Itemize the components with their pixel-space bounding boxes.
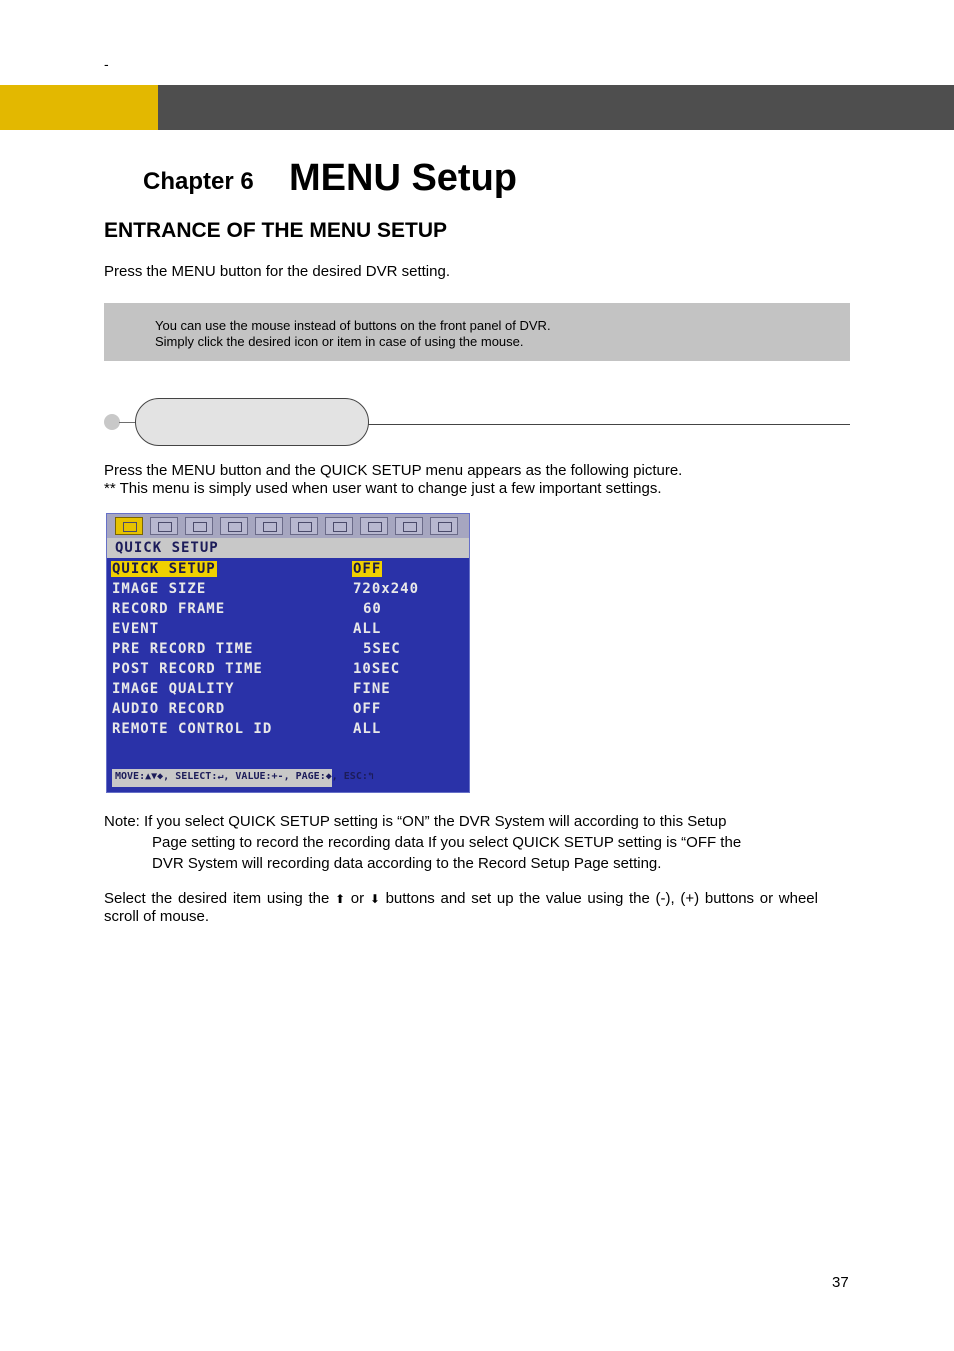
schedule-icon[interactable] bbox=[255, 517, 283, 535]
menu-row-image-size[interactable] bbox=[107, 580, 469, 600]
quick-setup-icon[interactable] bbox=[115, 517, 143, 535]
up-arrow-icon: ⬆ bbox=[335, 892, 346, 906]
event-icon[interactable] bbox=[290, 517, 318, 535]
dvr-help-text: MOVE:▲▼◆, SELECT:↵, VALUE:+-, PAGE:◆, ESC:↰ bbox=[115, 771, 374, 782]
menu-row-value: 10SEC bbox=[353, 661, 401, 677]
dvr-menu-title: QUICK SETUP bbox=[115, 540, 219, 556]
menu-row-label: PRE RECORD TIME bbox=[112, 641, 254, 657]
select-text-part: buttons and set up the value using the (-), (+) buttons or wheel scroll of mouse. bbox=[104, 890, 818, 925]
record-icon[interactable] bbox=[220, 517, 248, 535]
system-icon[interactable] bbox=[395, 517, 423, 535]
select-text-or: or bbox=[350, 890, 365, 907]
exit-icon[interactable] bbox=[430, 517, 458, 535]
menu-row-record-frame[interactable] bbox=[107, 600, 469, 620]
menu-row-value: 5SEC bbox=[363, 641, 401, 657]
body-text: Press the MENU button and the QUICK SETUP menu appears as the following picture. bbox=[104, 462, 683, 479]
note-line: Page setting to record the recording data If you select QUICK SETUP setting is “OFF the bbox=[152, 834, 742, 851]
dvr-menu-title-bar bbox=[107, 538, 469, 558]
camera-icon[interactable] bbox=[185, 517, 213, 535]
menu-row-value: FINE bbox=[353, 681, 391, 697]
bullet-dot-icon bbox=[104, 414, 120, 430]
menu-row-label: AUDIO RECORD bbox=[112, 701, 226, 717]
menu-row-label: RECORD FRAME bbox=[112, 601, 226, 617]
menu-row-label: REMOTE CONTROL ID bbox=[112, 721, 273, 737]
menu-row-pre-record-time[interactable] bbox=[107, 640, 469, 660]
menu-row-label: QUICK SETUP bbox=[112, 561, 216, 577]
menu-row-post-record-time[interactable] bbox=[107, 660, 469, 680]
menu-row-value: 720x240 bbox=[353, 581, 420, 597]
menu-row-value: OFF bbox=[353, 701, 382, 717]
header-band-accent bbox=[0, 85, 158, 130]
menu-row-label: IMAGE QUALITY bbox=[112, 681, 235, 697]
quick-setup-note bbox=[104, 811, 818, 874]
subsection-pill bbox=[135, 398, 369, 446]
intro-text: Press the MENU button for the desired DVR setting. bbox=[104, 263, 450, 280]
menu-row-label: POST RECORD TIME bbox=[112, 661, 263, 677]
down-arrow-icon: ⬇ bbox=[369, 892, 380, 906]
section-heading: ENTRANCE OF THE MENU SETUP bbox=[104, 219, 448, 242]
select-instructions bbox=[104, 890, 818, 926]
display-icon[interactable] bbox=[150, 517, 178, 535]
subsection-rule bbox=[368, 424, 850, 425]
dvr-icon-toolbar bbox=[107, 514, 469, 538]
dvr-quick-setup-screen bbox=[106, 513, 470, 793]
mouse-note-line: You can use the mouse instead of buttons on the front panel of DVR. bbox=[155, 318, 551, 333]
menu-row-value: 60 bbox=[363, 601, 382, 617]
menu-row-label: EVENT bbox=[112, 621, 160, 637]
header-band bbox=[158, 85, 954, 130]
dvr-help-bar bbox=[112, 769, 374, 787]
menu-row-quick-setup[interactable] bbox=[107, 560, 469, 580]
note-line: Note: If you select QUICK SETUP setting is “ON” the DVR System will according to this Setup bbox=[104, 813, 727, 830]
header-dash: - bbox=[104, 56, 109, 72]
page-number: 37 bbox=[832, 1274, 849, 1291]
select-text-part: Select the desired item using the bbox=[104, 890, 330, 907]
chapter-title: MENU Setup bbox=[289, 157, 517, 199]
chapter-label: Chapter 6 bbox=[143, 168, 254, 195]
mouse-note-line: Simply click the desired icon or item in case of using the mouse. bbox=[155, 334, 524, 349]
menu-row-audio-record[interactable] bbox=[107, 700, 469, 720]
body-text: ** This menu is simply used when user want to change just a few important settings. bbox=[104, 480, 662, 497]
menu-row-value: ALL bbox=[353, 721, 382, 737]
menu-row-value: ALL bbox=[353, 621, 382, 637]
menu-row-image-quality[interactable] bbox=[107, 680, 469, 700]
menu-row-event[interactable] bbox=[107, 620, 469, 640]
mouse-note-box bbox=[104, 303, 850, 361]
search-icon[interactable] bbox=[360, 517, 388, 535]
menu-row-label: IMAGE SIZE bbox=[112, 581, 207, 597]
note-line: DVR System will recording data according to the Record Setup Page setting. bbox=[152, 855, 662, 872]
network-icon[interactable] bbox=[325, 517, 353, 535]
menu-row-value: OFF bbox=[353, 561, 382, 577]
menu-row-remote-control-id[interactable] bbox=[107, 720, 469, 740]
